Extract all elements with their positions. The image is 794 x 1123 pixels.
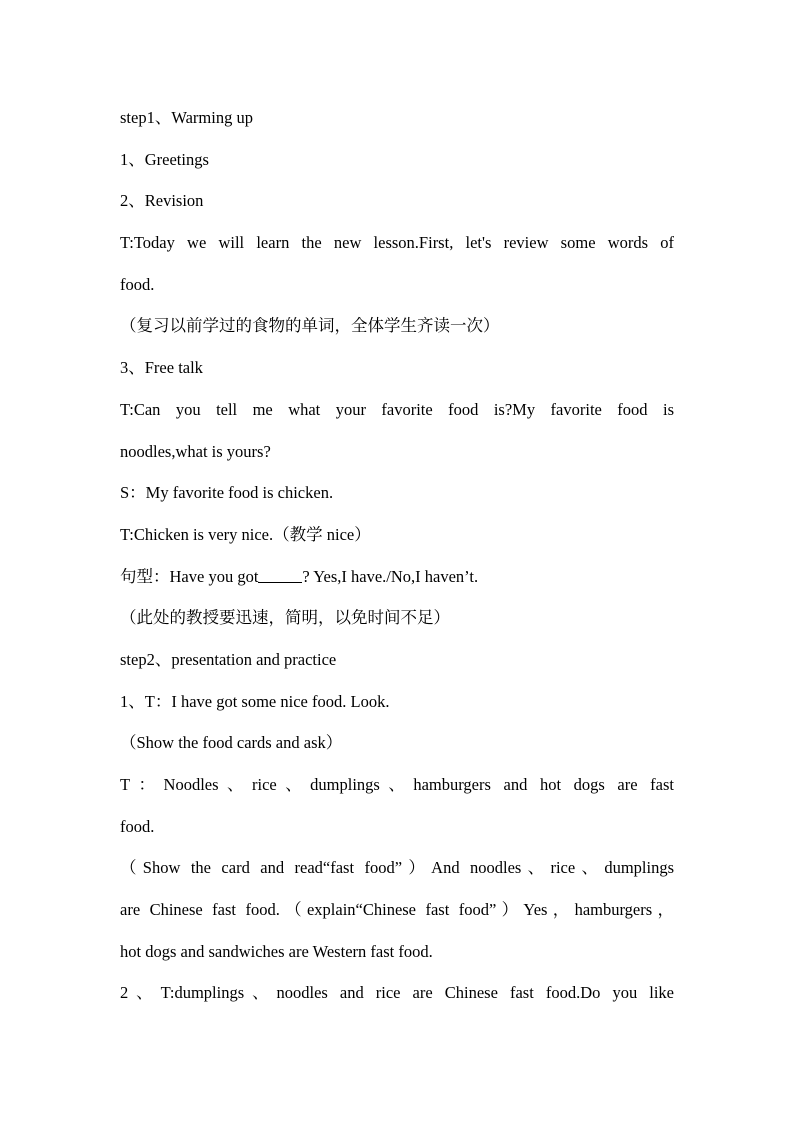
note-review-words: （复习以前学过的食物的单词，全体学生齐读一次） [120, 316, 500, 336]
free-talk-item: 3、Free talk [120, 358, 203, 378]
teacher-line-favorite: T:Can you tell me what your favorite food is?My favorite food is [120, 399, 674, 419]
teacher-line-today: T:Today we will learn the new lesson.First, let's review some words of [120, 233, 674, 253]
teacher-line-food-end: food. [120, 816, 155, 836]
note-teaching-speed: （此处的教授要迅速，简明，以免时间不足） [120, 608, 450, 628]
line-chinese-fast-food: are Chinese fast food.（explain“Chinese fast food”）Yes，hamburgers， [120, 900, 674, 920]
revision-item: 2、Revision [120, 191, 204, 211]
sentence-pattern [120, 556, 674, 598]
teacher-line-nice: T:Chicken is very nice.（教学 nice） [120, 524, 371, 544]
step1-heading: step1、Warming up [120, 108, 253, 127]
presentation-item-1: 1、T：I have got some nice food. Look. [120, 691, 390, 711]
greetings-item: 1、Greetings [120, 149, 209, 169]
student-line-chicken: S：My favorite food is chicken. [120, 483, 334, 503]
line-read-fast-food: （Show the card and read“fast food”）And noodles、rice、dumplings [120, 858, 674, 878]
step2-heading: step2、presentation and practice [120, 649, 337, 669]
document-page [120, 97, 674, 1014]
presentation-item-2: 2、T:dumplings、noodles and rice are Chinese fast food.Do you like [120, 983, 674, 1003]
line-western-fast-food: hot dogs and sandwiches are Western fast food. [120, 941, 433, 961]
teacher-line-noodles: noodles,what is yours? [120, 441, 271, 461]
fill-in-blank [258, 568, 302, 583]
teacher-line-fast-food: T：Noodles、rice、dumplings、hamburgers and hot dogs are fast [120, 775, 674, 794]
sentence-pattern-prefix: 句型：Have you got [120, 566, 259, 586]
note-show-cards: （Show the food cards and ask） [120, 733, 343, 753]
teacher-line-food: food. [120, 274, 155, 294]
sentence-pattern-suffix: ? Yes,I have./No,I haven’t. [302, 566, 479, 586]
